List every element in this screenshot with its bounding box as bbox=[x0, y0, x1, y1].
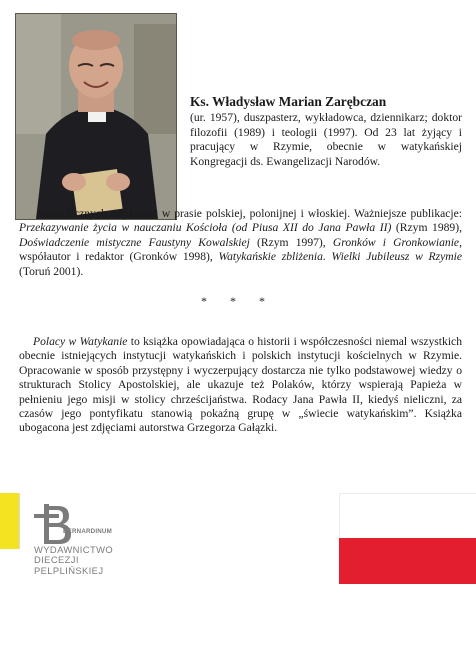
author-bio bbox=[190, 95, 462, 169]
section-separator: * * * bbox=[201, 294, 275, 308]
publication-detail: (Rzym 1997), bbox=[249, 235, 333, 249]
publisher-brand: BERNARDINUM bbox=[63, 528, 112, 535]
polish-flag-white-stripe bbox=[339, 493, 476, 539]
publisher-line: DIECEZJI bbox=[34, 554, 79, 566]
publisher-name bbox=[34, 545, 113, 576]
publication-detail: (Rzym 1989), bbox=[391, 221, 462, 235]
book-title: Polacy w Watykanie bbox=[33, 335, 128, 348]
publication-detail: (Toruń 2001). bbox=[19, 264, 84, 278]
publication-title: Gronków i Gronkowianie bbox=[332, 235, 460, 249]
author-name: Ks. Władysław Marian Zarębczan bbox=[190, 94, 387, 109]
author-photo bbox=[15, 13, 177, 220]
divider bbox=[19, 493, 20, 549]
book-description-text: to książka opowiadająca o historii i współczesności niemal wszystkich obecnie istniejących instytucji watykańskich i polskich instytucji kościelnych w Rzymie. Opracowanie w sposób przystępny i wyczerpujący dostarcza nie tylko podstawowej wiedzy o strukturach Stolicy Apostolskiej, ale ukazuje też Polaków, którzy wspierają Papieża w pełnieniu jego misji w stolicy chrześcijaństwa. Rodacy Jana Pawła II, kiedyś nieliczni, za czasów jego pontyfikatu stanowią pokaźną grupę w „świecie watykańskim”. Książka ubogacona jest zdjęciami autorstwa Grzegorza Gałązki. bbox=[19, 335, 462, 435]
yellow-accent-bar bbox=[0, 493, 19, 549]
author-bio-text: (ur. 1957), duszpasterz, wykładowca, dziennikarz; doktor filozofii (1989) i teologii (1997). Od 23 lat żyjący i pracujący w Rzymie, obecnie w watykańskiej Kongregacji ds. Ewangelizacji Narodów. bbox=[190, 111, 462, 168]
publisher-line: WYDAWNICTWO bbox=[34, 544, 114, 555]
publication-title: Przekazywanie życia w nauczaniu Kościoła (od Piusa XII do Jana Pawła II) bbox=[19, 221, 392, 235]
publication-title: Doświadczenie mistyczne Faustyny Kowalskiej bbox=[19, 235, 250, 249]
publications-intro: Autor licznych artykułów w prasie polskiej, polonijnej i włoskiej. Ważniejsze publikacje: bbox=[36, 207, 462, 220]
publisher-line: PELPLIŃSKIEJ bbox=[34, 564, 104, 576]
polish-flag-red-stripe bbox=[339, 538, 476, 584]
book-description bbox=[19, 335, 462, 436]
publication-title: Watykańskie zbliżenia. Wielki Jubileusz w Rzymie bbox=[218, 250, 462, 264]
publication-detail: , współautor i redaktor (Gronków 1998), bbox=[19, 235, 462, 264]
publications-paragraph bbox=[19, 207, 462, 279]
